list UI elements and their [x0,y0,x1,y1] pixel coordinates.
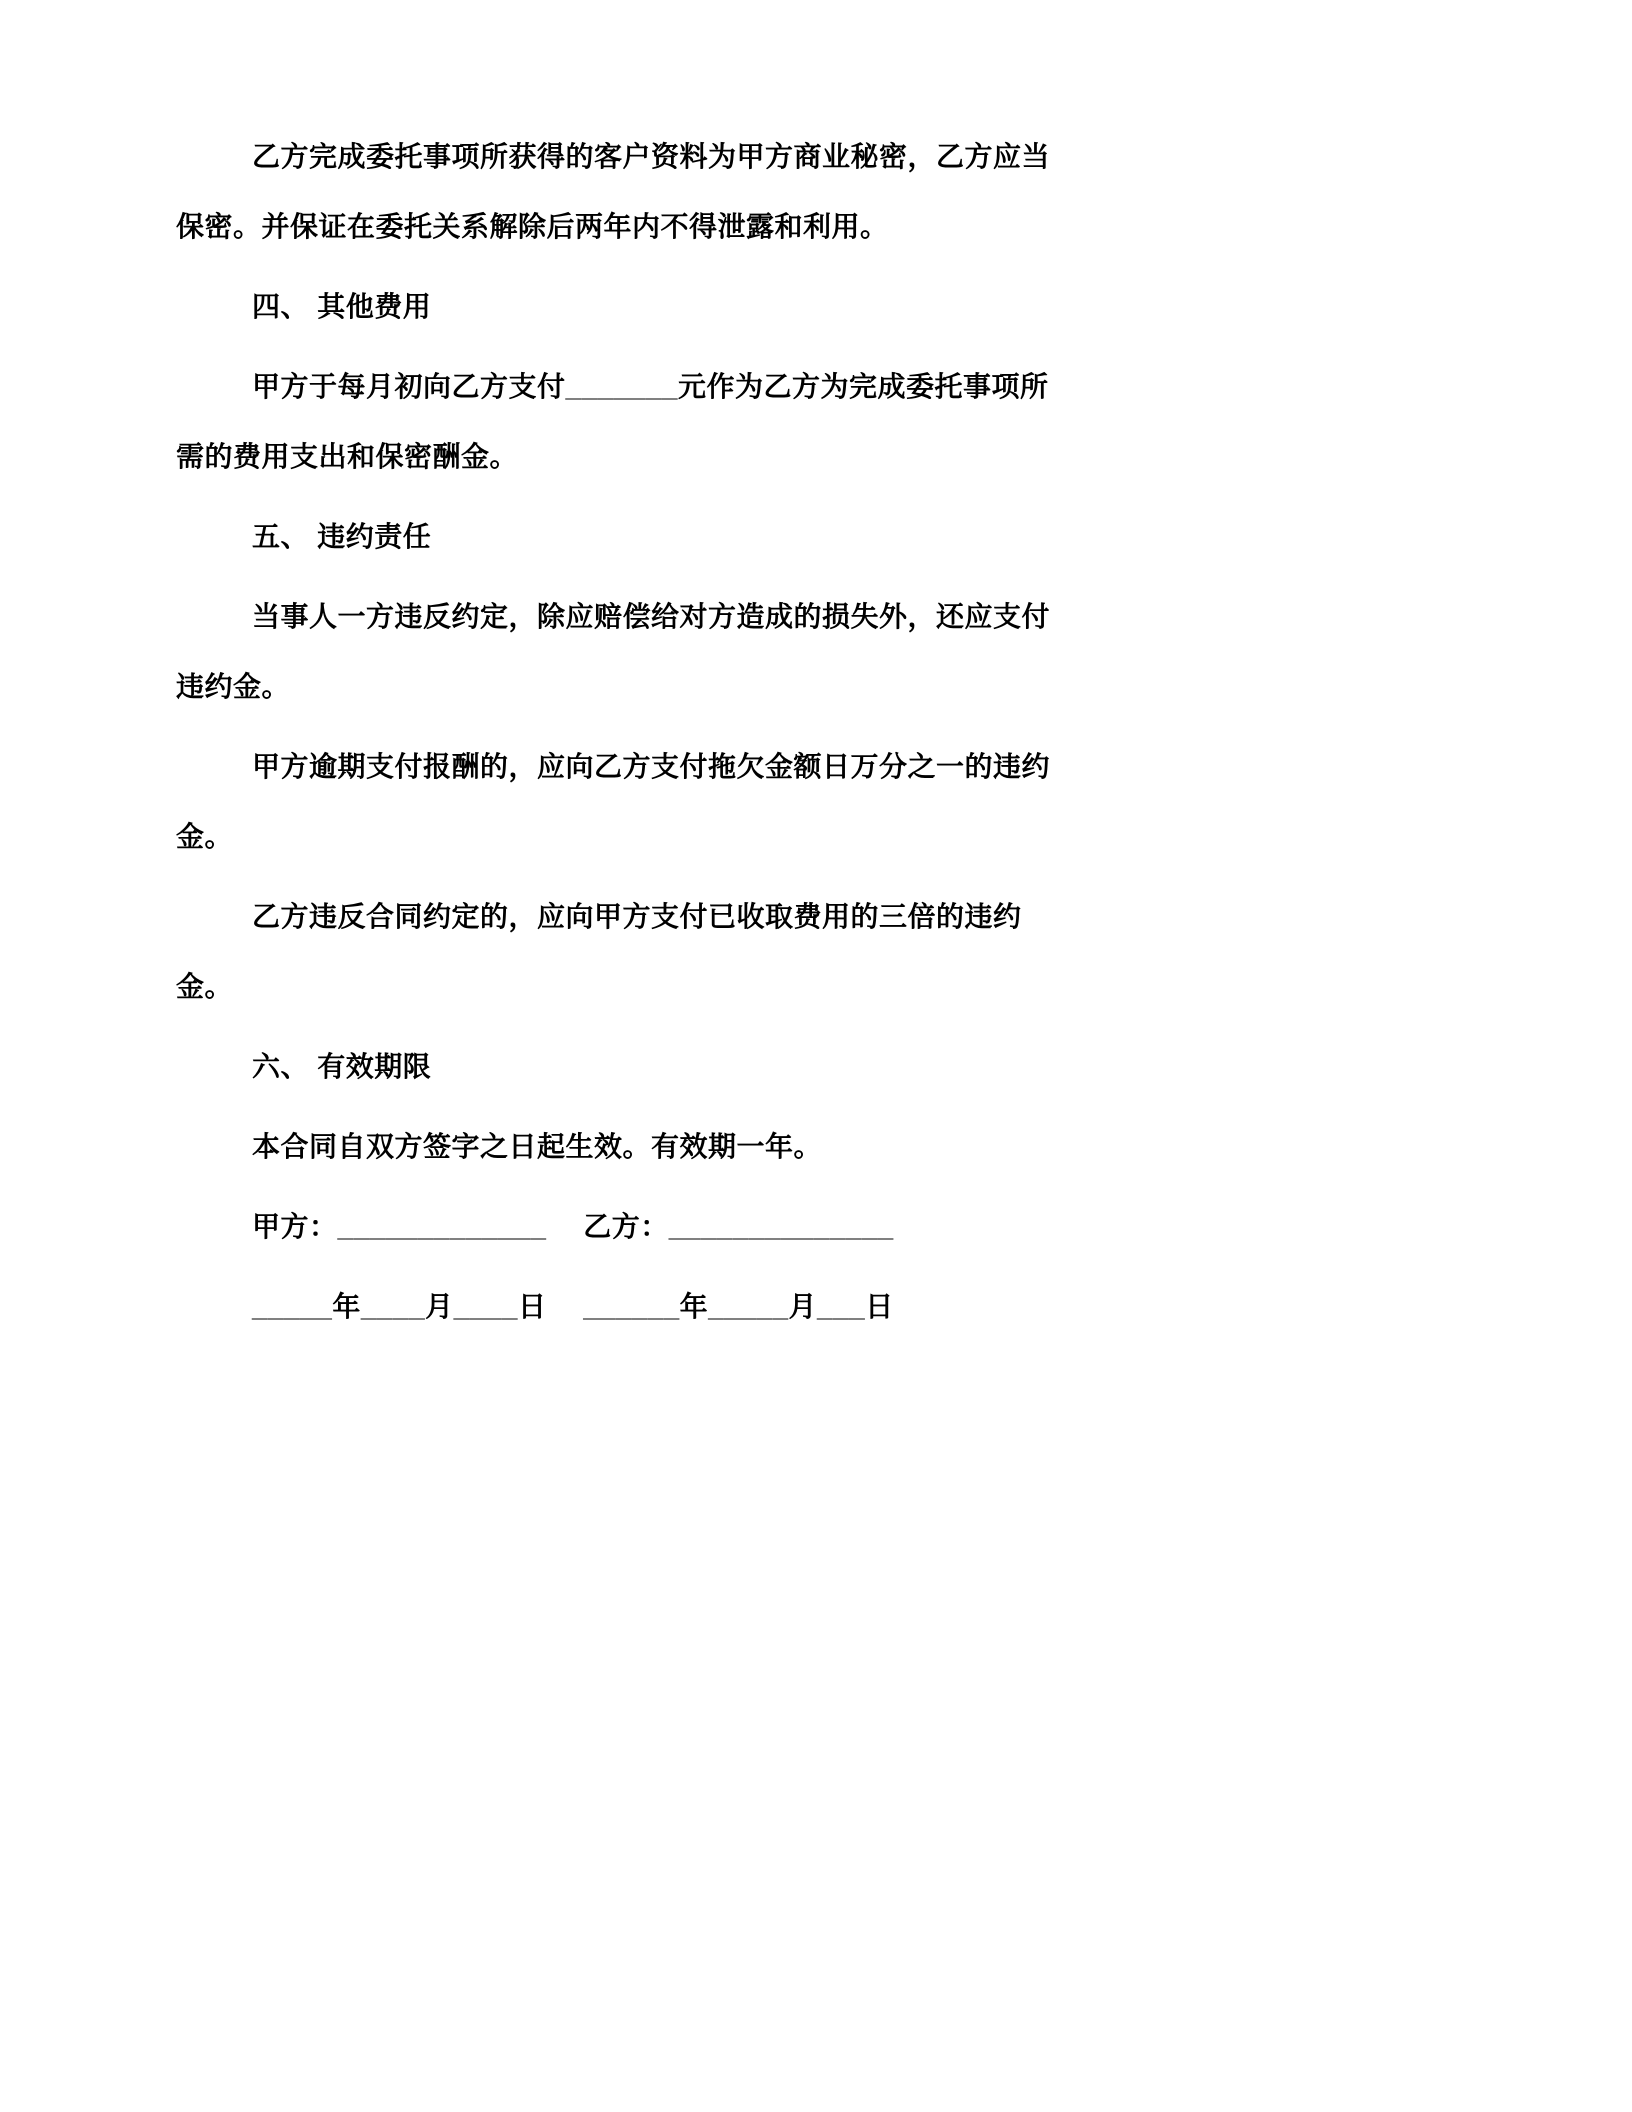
section-heading-breach-liability: 五、 违约责任 [252,521,432,552]
signature-line-parties: 甲方：_____________ 乙方：______________ [252,1211,894,1242]
signature-line-dates: _____年____月____日 ______年_____月___日 [252,1291,894,1322]
document-body [176,122,1068,1352]
section-heading-validity-period: 六、 有效期限 [252,1051,432,1082]
clause-confidentiality: 乙方完成委托事项所获得的客户资料为甲方商业秘密，乙方应当保密。并保证在委托关系解除后两年内不得泄露和利用。 [176,141,1051,242]
clause-effective-date: 本合同自双方签字之日起生效。有效期一年。 [252,1131,823,1162]
clause-monthly-payment: 甲方于每月初向乙方支付_______元作为乙方为完成委托事项所需的费用支出和保密酬金。 [176,371,1049,472]
clause-breach-party-b: 乙方违反合同约定的，应向甲方支付已收取费用的三倍的违约金。 [176,901,1022,1002]
section-heading-other-fees: 四、 其他费用 [252,291,432,322]
clause-breach-party-a-late-payment: 甲方逾期支付报酬的，应向乙方支付拖欠金额日万分之一的违约金。 [176,751,1051,852]
clause-breach-general: 当事人一方违反约定，除应赔偿给对方造成的损失外，还应支付违约金。 [176,601,1051,702]
